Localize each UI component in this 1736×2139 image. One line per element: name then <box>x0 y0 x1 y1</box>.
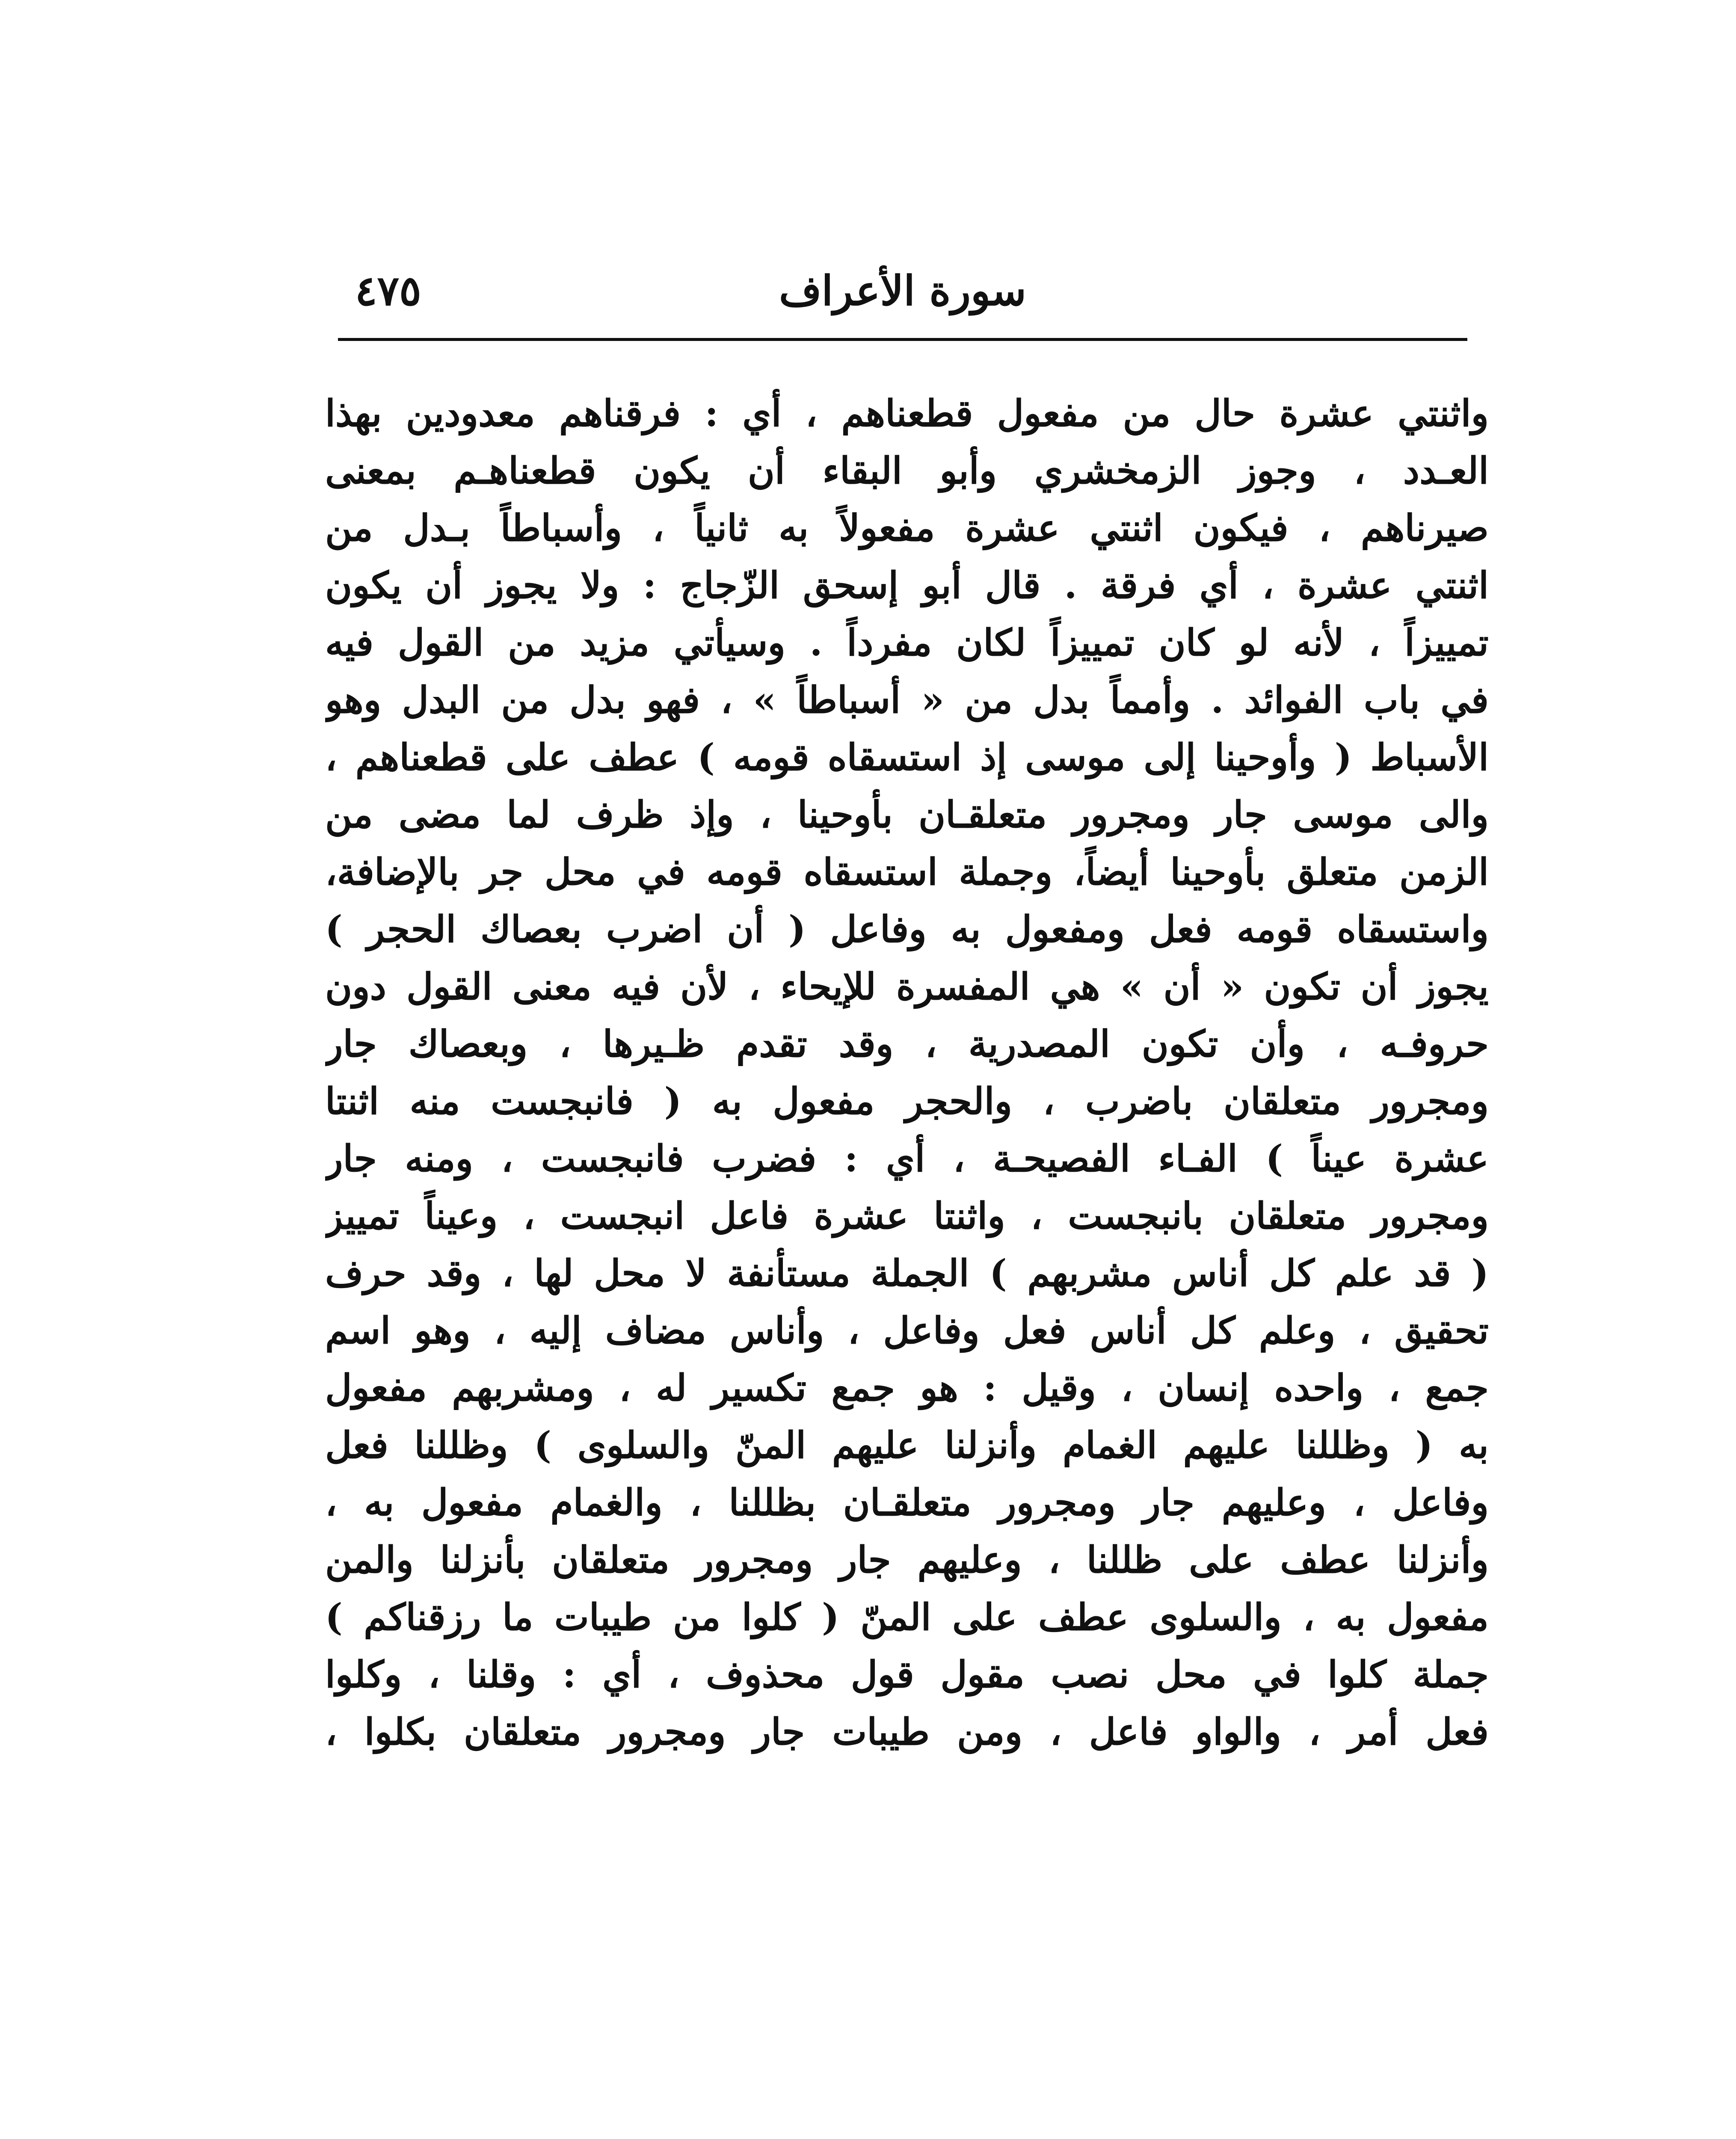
text-line: تحقيق ، وعلم كل أناس فعل وفاعل ، وأناس مضاف إليه ، وهو اسم <box>325 1309 1489 1352</box>
text-line: جملة كلوا في محل نصب مقول قول محذوف ، أي : وقلنا ، وكلوا <box>325 1653 1489 1696</box>
page-number: ٤٧٥ <box>355 267 421 315</box>
text-line: العـدد ، وجوز الزمخشري وأبو البقاء أن يكون قطعناهـم بمعنى <box>325 449 1489 492</box>
text-line: عشرة عيناً ) الفـاء الفصيحـة ، أي : فضرب فانبجست ، ومنه جار <box>325 1137 1489 1180</box>
text-line: وفاعل ، وعليهم جار ومجرور متعلقـان بظللنا ، والغمام مفعول به ، <box>325 1481 1489 1524</box>
text-line: والى موسى جار ومجرور متعلقـان بأوحينا ، وإذ ظرف لما مضى من <box>325 793 1489 836</box>
text-line: اثنتي عشرة ، أي فرقة . قال أبو إسحق الزّجاج : ولا يجوز أن يكون <box>325 564 1489 607</box>
text-line: ومجرور متعلقان باضرب ، والحجر مفعول به ( فانبجست منه اثنتا <box>325 1080 1489 1123</box>
text-line: الأسباط ( وأوحينا إلى موسى إذ استسقاه قومه ) عطف على قطعناهم ، <box>325 736 1489 779</box>
text-line: جمع ، واحده إنسان ، وقيل : هو جمع تكسير له ، ومشربهم مفعول <box>325 1366 1489 1410</box>
text-line: واستسقاه قومه فعل ومفعول به وفاعل ( أن اضرب بعصاك الحجر ) <box>325 908 1489 951</box>
text-line: به ( وظللنا عليهم الغمام وأنزلنا عليهم المنّ والسلوى ) وظللنا فعل <box>325 1424 1489 1467</box>
body-text <box>325 385 1489 1761</box>
page-title: سورة الأعراف <box>779 267 1026 315</box>
text-line: حروفـه ، وأن تكون المصدرية ، وقد تقدم ظـيرها ، وبعصاك جار <box>325 1022 1489 1066</box>
text-line: واثنتي عشرة حال من مفعول قطعناهم ، أي : فرقناهم معدودين بهذا <box>325 392 1489 435</box>
header-divider <box>338 338 1467 341</box>
page-header <box>338 240 1467 325</box>
text-line: في باب الفوائد . وأمماً بدل من « أسباطاً » ، فهو بدل من البدل وهو <box>325 678 1489 722</box>
text-line: يجوز أن تكون « أن » هي المفسرة للإيحاء ، لأن فيه معنى القول دون <box>325 965 1489 1008</box>
text-line: الزمن متعلق بأوحينا أيضاً، وجملة استسقاه قومه في محل جر بالإضافة، <box>325 850 1489 894</box>
text-line: مفعول به ، والسلوى عطف على المنّ ( كلوا من طيبات ما رزقناكم ) <box>325 1596 1489 1639</box>
text-line: ومجرور متعلقان بانبجست ، واثنتا عشرة فاعل انبجست ، وعيناً تمييز <box>325 1194 1489 1238</box>
text-line: صيرناهم ، فيكون اثنتي عشرة مفعولاً به ثانياً ، وأسباطاً بـدل من <box>325 507 1489 550</box>
text-line: وأنزلنا عطف على ظللنا ، وعليهم جار ومجرور متعلقان بأنزلنا والمن <box>325 1538 1489 1582</box>
text-line: فعل أمر ، والواو فاعل ، ومن طيبات جار ومجرور متعلقان بكلوا ، <box>325 1710 1489 1754</box>
text-line: ( قد علم كل أناس مشربهم ) الجملة مستأنفة لا محل لها ، وقد حرف <box>325 1252 1489 1295</box>
text-line: تمييزاً ، لأنه لو كان تمييزاً لكان مفرداً . وسيأتي مزيد من القول فيه <box>325 621 1489 664</box>
